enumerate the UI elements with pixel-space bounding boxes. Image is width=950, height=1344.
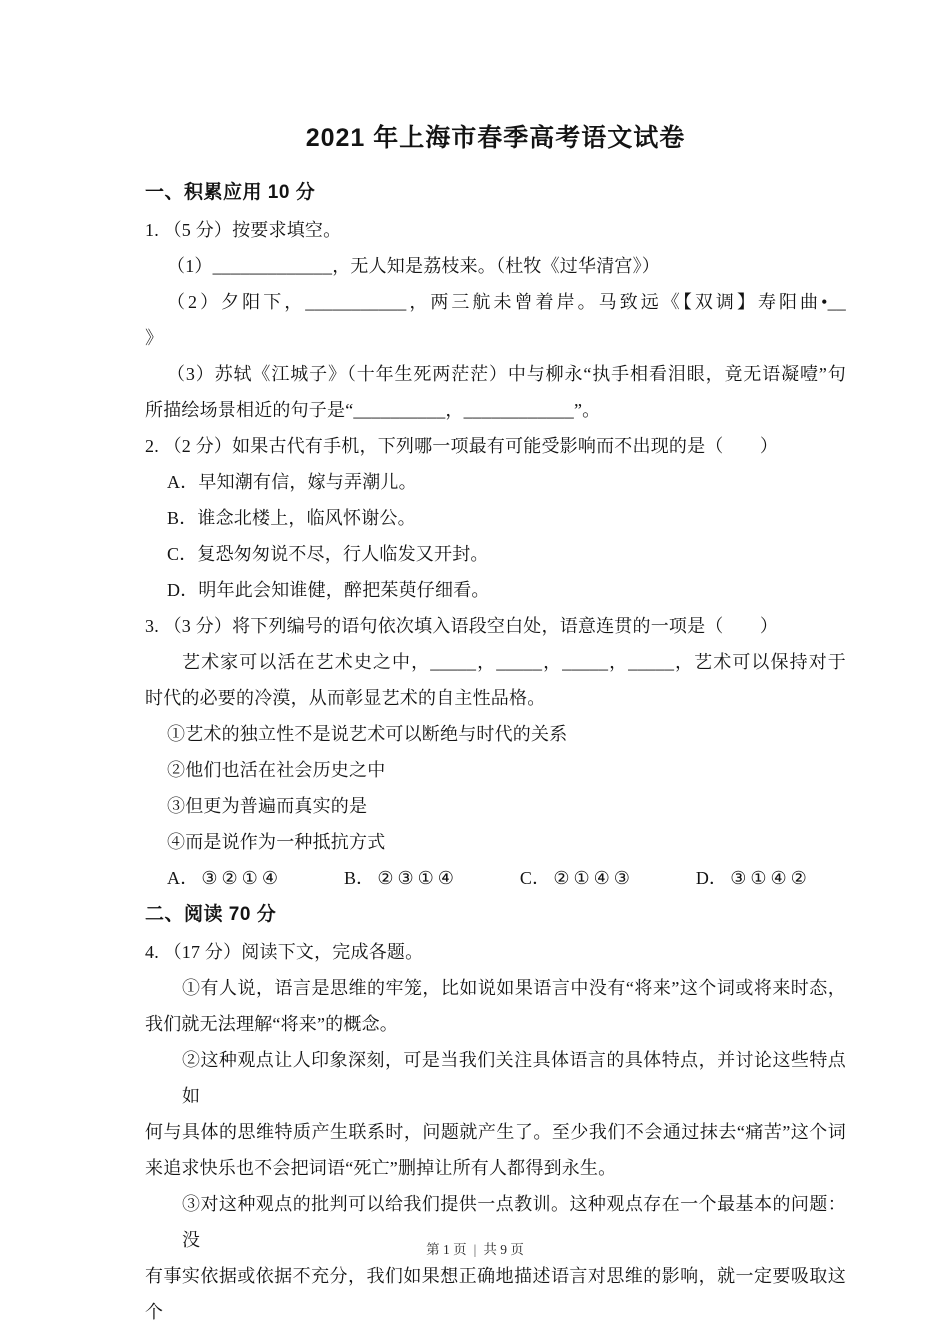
question-1-stem: 1. （5 分）按要求填空。: [145, 220, 342, 240]
passage-para-1-line-1: ①有人说，语言是思维的牢笼，比如说如果语言中没有“将来”这个词或将来时态，: [182, 978, 846, 998]
section-heading-2: 二、阅读 70 分: [145, 904, 277, 925]
footer-separator: |: [473, 1242, 477, 1257]
footer-total-pages: 共 9 页: [483, 1242, 524, 1257]
passage-para-2-line-1: ②这种观点让人印象深刻，可是当我们关注具体语言的具体特点，并讨论这些特点如: [182, 1050, 846, 1106]
question-3-passage-line-1: 艺术家可以活在艺术史之中，_____，_____，_____，_____，艺术可以保持对于: [182, 652, 846, 672]
option-label: A．: [167, 868, 199, 888]
option-d: [696, 860, 811, 896]
question-1-item-2-continued: 》: [145, 328, 164, 348]
question-1-item-1: （1）_____________，无人知是荔枝来。（杜牧《过华清宫》）: [167, 256, 660, 276]
question-2-option-a: A．早知潮有信，嫁与弄潮儿。: [167, 472, 417, 492]
question-3-sentence-1: ①艺术的独立性不是说艺术可以断绝与时代的关系: [167, 724, 568, 744]
option-sequence: ③②①④: [201, 868, 282, 888]
section-heading-1: 一、积累应用 10 分: [145, 182, 316, 203]
option-a: [167, 860, 282, 896]
question-1-item-3: （3）苏轼《江城子》（十年生死两茫茫）中与柳永“执手相看泪眼，竟无语凝噎”句: [167, 364, 846, 384]
question-1-item-3-continued: 所描绘场景相近的句子是“__________，____________”。: [145, 400, 601, 420]
option-label: B．: [343, 868, 375, 888]
option-label: D．: [695, 868, 728, 888]
question-4-stem: 4. （17 分）阅读下文，完成各题。: [145, 942, 424, 962]
option-c: [520, 860, 634, 896]
footer-page-number: 第 1 页: [426, 1242, 467, 1257]
page-footer: [0, 1238, 950, 1258]
question-3-sentence-2: ②他们也活在社会历史之中: [167, 760, 386, 780]
question-3-sentence-3: ③但更为普遍而真实的是: [167, 796, 368, 816]
question-2-stem: 2. （2 分）如果古代有手机，下列哪一项最有可能受影响而不出现的是（ ）: [145, 436, 779, 456]
option-label: C．: [519, 868, 551, 888]
option-sequence: ②①④③: [553, 868, 634, 888]
page-title: 2021 年上海市春季高考语文试卷: [305, 124, 686, 152]
question-2-option-c: C．复恐匆匆说不尽，行人临发又开封。: [167, 544, 489, 564]
question-3-stem: 3. （3 分）将下列编号的语句依次填入语段空白处，语意连贯的一项是（ ）: [145, 616, 779, 636]
question-3-passage-line-2: 时代的必要的冷漠，从而彰显艺术的自主性品格。: [145, 688, 546, 708]
passage-para-3-line-2: 有事实依据或依据不充分，我们如果想正确地描述语言对思维的影响，就一定要吸取这个: [145, 1266, 846, 1322]
question-2-option-b: B．谁念北楼上，临风怀谢公。: [167, 508, 416, 528]
passage-para-2-line-3: 来追求快乐也不会把词语“死亡”删掉让所有人都得到永生。: [145, 1158, 617, 1178]
passage-para-3-line-1: ③对这种观点的批判可以给我们提供一点教训。这种观点存在一个最基本的问题：没: [182, 1194, 846, 1250]
document-body: [145, 174, 846, 1330]
option-sequence: ③①④②: [730, 868, 811, 888]
passage-para-1-line-2: 我们就无法理解“将来”的概念。: [145, 1014, 398, 1034]
passage-para-2-line-2: 何与具体的思维特质产生联系时，问题就产生了。至少我们不会通过抹去“痛苦”这个词: [145, 1122, 846, 1142]
option-sequence: ②③①④: [377, 868, 458, 888]
question-1-item-2: （2）夕阳下，___________，两三航未曾着岸。马致远《【双调】寿阳曲•__: [167, 292, 846, 312]
question-2-option-d: D．明年此会知谁健，醉把茱萸仔细看。: [167, 580, 490, 600]
question-3-answer-options: [145, 860, 846, 896]
option-b: [344, 860, 458, 896]
question-3-sentence-4: ④而是说作为一种抵抗方式: [167, 832, 386, 852]
